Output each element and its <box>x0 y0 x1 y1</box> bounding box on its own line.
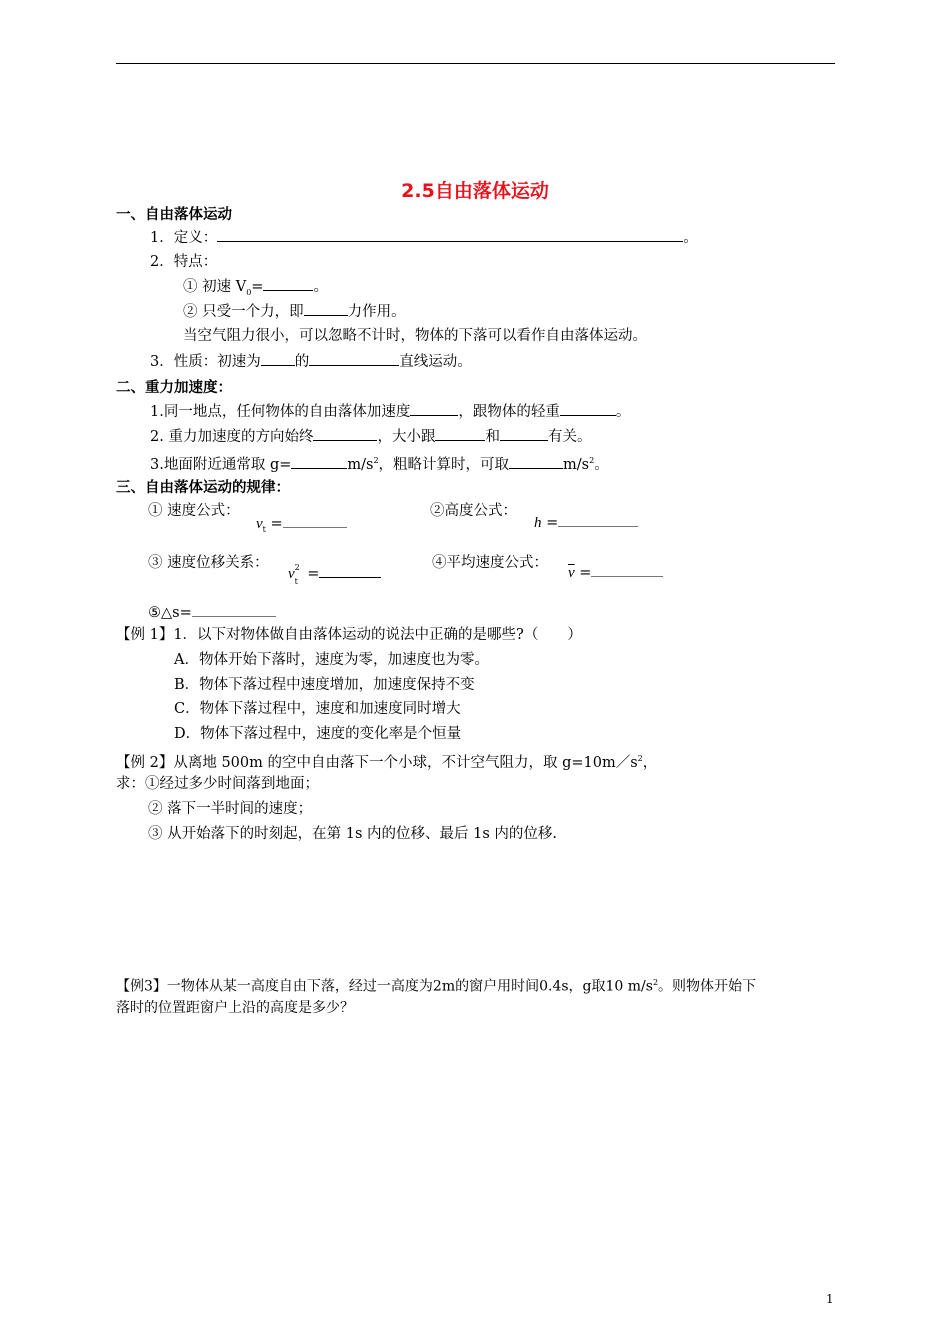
page-number: 1 <box>826 1292 834 1306</box>
delta-s-line <box>148 602 276 623</box>
property-label: 3．性质：初速为 <box>150 354 261 370</box>
gravity-2-and: 和 <box>485 429 500 445</box>
example-2-line-2: 求：①经过多少时间落到地面； <box>116 776 319 792</box>
gravity-1-end: 。 <box>615 404 631 420</box>
gravity-2-blank-1 <box>313 426 377 441</box>
property-blank-2 <box>309 351 399 366</box>
features-label: 2．特点： <box>150 254 218 270</box>
example-3-text-2: 。则物体开始下 <box>658 978 757 995</box>
gravity-line-1 <box>150 401 630 422</box>
air-resistance-note: 当空气阻力很小，可以忽略不计时，物体的下落可以看作自由落体运动。 <box>183 328 647 344</box>
gravity-2-blank-3 <box>500 426 548 441</box>
header-rule <box>116 63 835 64</box>
avg-blank <box>591 562 663 577</box>
velocity-formula <box>256 513 347 540</box>
feature-2-blank <box>304 301 348 316</box>
avg-eq: = <box>579 565 592 581</box>
gravity-3-text: 3.地面附近通常取 g= <box>150 456 292 473</box>
section-2-heading: 二、重力加速度： <box>116 380 232 396</box>
gravity-2-blank-2 <box>435 426 485 441</box>
velocity-sub: t <box>262 524 266 534</box>
gravity-1-text: 1.同一地点，任何物体的自由落体加速度 <box>150 404 411 420</box>
property-end: 直线运动。 <box>399 354 472 370</box>
example-2-line-4: ③ 从开始落下的时刻起，在第 1s 内的位移、最后 1s 内的位移. <box>148 826 557 842</box>
definition-blank <box>217 227 683 242</box>
gravity-3-text-2: ，粗略计算时，可取 <box>378 456 510 473</box>
example-2-sup: 2 <box>637 754 643 763</box>
delta-s-label: ⑤△s= <box>148 605 192 621</box>
gravity-1-blank-2 <box>560 401 616 416</box>
delta-s-blank <box>192 602 276 617</box>
property-de: 的 <box>294 354 310 370</box>
gravity-3-sup-1: 2 <box>373 456 379 465</box>
average-velocity-formula <box>568 562 663 583</box>
definition-line <box>150 227 698 248</box>
gravity-3-sup-2: 2 <box>589 456 595 465</box>
feature-1-equals: = <box>251 279 264 295</box>
vd-scripts <box>294 563 303 586</box>
gravity-line-2 <box>150 426 591 447</box>
gravity-3-unit-1: m/s <box>347 456 374 473</box>
example-3-line-2: 落时的位置距窗户上沿的高度是多少？ <box>116 1000 354 1016</box>
example-2-line-3: ② 落下一半时间的速度； <box>148 801 313 817</box>
velocity-blank <box>283 513 347 528</box>
feature-1-text: ① 初速 V <box>183 279 247 295</box>
gravity-3-blank-2 <box>509 454 563 469</box>
example-3-line-1 <box>116 973 756 997</box>
feature-1 <box>183 276 328 303</box>
velocity-displacement-formula <box>288 563 381 584</box>
gravity-2-end: 有关。 <box>547 429 592 445</box>
definition-label: 1．定义： <box>150 230 218 246</box>
vd-blank <box>319 563 381 578</box>
velocity-var: v <box>256 516 263 532</box>
example-1-option-a: A．物体开始下落时，速度为零，加速度也为零。 <box>174 652 489 668</box>
gravity-3-unit-2: m/s <box>563 456 590 473</box>
gravity-3-end: 。 <box>594 456 609 473</box>
example-1-question: 【例 1】1．以下对物体做自由落体运动的说法中正确的是哪些?（ ） <box>116 627 582 643</box>
gravity-2-text-2: ，大小跟 <box>377 429 436 445</box>
feature-1-end: 。 <box>313 279 328 295</box>
gravity-1-blank-1 <box>410 401 458 416</box>
height-formula-label: ②高度公式： <box>430 503 517 519</box>
feature-2-text: ② 只受一个力，即 <box>183 304 304 320</box>
example-3-sup: 2 <box>652 978 659 987</box>
section-1-heading: 一、自由落体运动 <box>116 207 232 223</box>
example-2-text: 【例 2】从离地 500m 的空中自由落下一个小球，不计空气阻力，取 g=10m／s <box>116 754 638 771</box>
velocity-displacement-label: ③ 速度位移关系： <box>148 555 269 571</box>
feature-1-blank <box>263 276 313 291</box>
example-2-line-1 <box>116 749 657 773</box>
height-var: h <box>534 515 542 531</box>
vd-var: v <box>288 566 295 582</box>
height-eq: = <box>546 515 559 531</box>
example-1-option-d: D．物体下落过程中，速度的变化率是个恒量 <box>174 726 462 742</box>
definition-end: 。 <box>683 230 698 246</box>
example-3-text: 【例3】一物体从某一高度自由下落，经过一高度为2m的窗户用时间0.4s，g取10 m/s <box>116 978 653 995</box>
gravity-line-3 <box>150 451 609 475</box>
property-line <box>150 351 472 372</box>
property-blank-1 <box>261 351 295 366</box>
gravity-2-text: 2. 重力加速度的方向始终 <box>150 429 314 445</box>
velocity-formula-label: ① 速度公式： <box>148 503 240 519</box>
average-velocity-label: ④平均速度公式： <box>432 555 548 571</box>
example-2-comma: ， <box>642 754 658 771</box>
height-formula <box>534 512 638 533</box>
vd-sup: 2 <box>294 563 300 572</box>
feature-1-subscript: 0 <box>246 287 252 297</box>
gravity-1-text-2: ，跟物体的轻重 <box>458 404 560 420</box>
section-3-heading: 三、自由落体运动的规律： <box>116 480 290 496</box>
height-blank <box>558 512 638 527</box>
vd-sub: t <box>294 577 298 586</box>
velocity-eq: = <box>270 516 283 532</box>
vd-eq: = <box>307 566 320 582</box>
feature-2-end: 力作用。 <box>347 304 406 320</box>
page-title: 2.5自由落体运动 <box>401 180 549 202</box>
example-1-option-c: C．物体下落过程中，速度和加速度同时增大 <box>174 701 461 717</box>
feature-2 <box>183 301 406 322</box>
example-1-option-b: B．物体下落过程中速度增加，加速度保持不变 <box>174 677 475 693</box>
avg-var: $\overline{v}$ <box>568 565 575 581</box>
gravity-3-blank-1 <box>291 454 347 469</box>
